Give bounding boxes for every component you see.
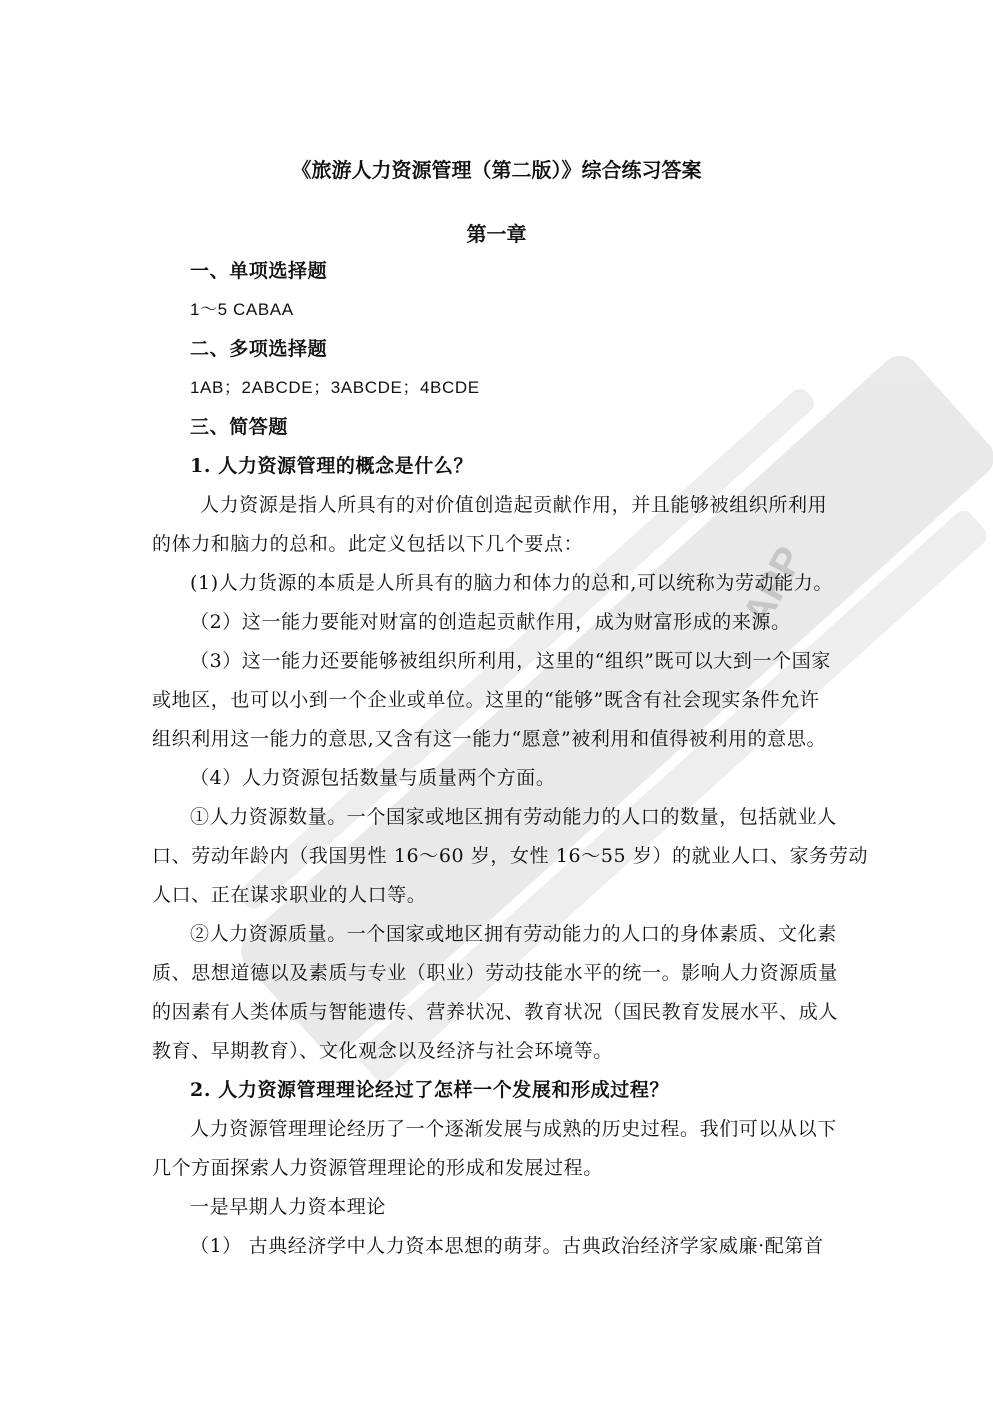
paragraph-line: 人口、正在谋求职业的人口等。 bbox=[152, 884, 427, 906]
section1-answers: 1～5 CABAA bbox=[190, 300, 294, 319]
section2-answers: 1AB；2ABCDE；3ABCDE；4BCDE bbox=[190, 378, 480, 397]
paragraph-line: 质、思想道德以及素质与专业（职业）劳动技能水平的统一。影响人力资源质量 bbox=[152, 962, 839, 984]
paragraph-line: 教育、早期教育）、文化观念以及经济与社会环境等。 bbox=[152, 1040, 613, 1062]
paragraph-line: 的体力和脑力的总和。此定义包括以下几个要点： bbox=[152, 533, 584, 555]
question-1: 1. 人力资源管理的概念是什么？ bbox=[190, 455, 474, 477]
paragraph-line: 组织利用这一能力的意思,又含有这一能力“愿意”被利用和值得被利用的意思。 bbox=[152, 728, 827, 750]
section2-heading: 二、多项选择题 bbox=[190, 338, 328, 360]
paragraph-line: 几个方面探索人力资源管理理论的形成和发展过程。 bbox=[152, 1157, 603, 1179]
paragraph-line: 或地区，也可以小到一个企业或单位。这里的“能够”既含有社会现实条件允许 bbox=[152, 689, 820, 711]
paragraph-line: ②人力资源质量。一个国家或地区拥有劳动能力的人口的身体素质、文化素 bbox=[190, 923, 837, 945]
section1-heading: 一、单项选择题 bbox=[190, 260, 328, 282]
document-title: 《旅游人力资源管理（第二版）》综合练习答案 bbox=[291, 158, 702, 182]
paragraph-line: （4）人力资源包括数量与质量两个方面。 bbox=[190, 767, 556, 789]
paragraph-line: （2）这一能力要能对财富的创造起贡献作用，成为财富形成的来源。 bbox=[190, 611, 791, 633]
paragraph-line: ①人力资源数量。一个国家或地区拥有劳动能力的人口的数量，包括就业人 bbox=[190, 806, 837, 828]
paragraph-line: 人力资源管理理论经历了一个逐渐发展与成熟的历史过程。我们可以从以下 bbox=[190, 1118, 837, 1140]
paragraph-line: 一是早期人力资本理论 bbox=[190, 1196, 387, 1218]
paragraph-line: 人力资源是指人所具有的对价值创造起贡献作用，并且能够被组织所利用 bbox=[200, 494, 828, 516]
paragraph-line: （1） 古典经济学中人力资本思想的萌芽。古典政治经济学家威廉·配第首 bbox=[190, 1235, 824, 1257]
paragraph-line: 口、劳动年龄内（我国男性 16～60 岁，女性 16～55 岁）的就业人口、家务劳动 bbox=[152, 845, 869, 867]
chapter-heading: 第一章 bbox=[466, 222, 527, 246]
paragraph-line: (1)人力货源的本质是人所具有的脑力和体力的总和,可以统称为劳动能力。 bbox=[190, 572, 833, 594]
watermark-text: APP bbox=[734, 539, 812, 634]
paragraph-line: （3）这一能力还要能够被组织所利用，这里的“组织”既可以大到一个国家 bbox=[190, 650, 831, 672]
question-2: 2. 人力资源管理理论经过了怎样一个发展和形成过程？ bbox=[190, 1079, 670, 1101]
paragraph-line: 的因素有人类体质与智能遗传、营养状况、教育状况（国民教育发展水平、成人 bbox=[152, 1001, 839, 1023]
section3-heading: 三、简答题 bbox=[190, 416, 289, 438]
